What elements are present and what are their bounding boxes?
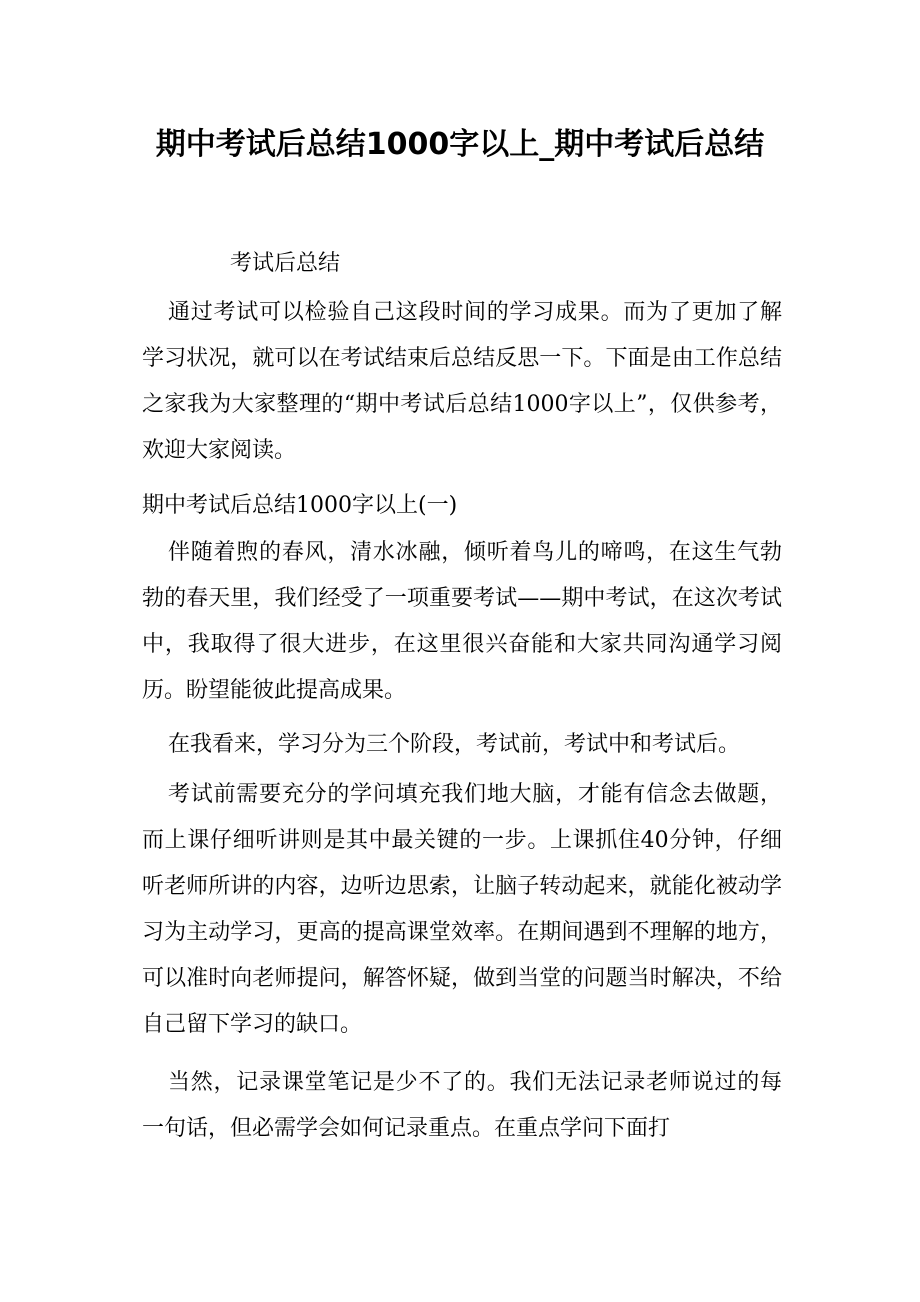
document-title: 期中考试后总结1000字以上_期中考试后总结 <box>155 127 765 162</box>
section-heading: 期中考试后总结1000字以上(一) <box>142 493 458 518</box>
body-paragraph-4: 当然，记录课堂笔记是少不了的。我们无法记录老师说过的每一句话，但必需学会如何记录重点。在重点学问下面打 <box>142 1070 782 1141</box>
body-paragraph-3: 考试前需要充分的学问填充我们地大脑，才能有信念去做题，而上课仔细听讲则是其中最关键的一步。上课抓住40分钟，仔细听老师所讲的内容，边听边思索，让脑子转动起来，就能化被动学习为主动学习，更高的提高课堂效率。在期间遇到不理解的地方，可以准时向老师提问，解答怀疑，做到当堂的问题当时解决，不给自己留下学习的缺口。 <box>142 782 782 1037</box>
intro-paragraph: 通过考试可以检验自己这段时间的学习成果。而为了更加了解学习状况，就可以在考试结束后总结反思一下。下面是由工作总结之家我为大家整理的“期中考试后总结1000字以上”，仅供参考，欢迎大家阅读。 <box>142 300 782 463</box>
body-paragraph-2: 在我看来，学习分为三个阶段，考试前，考试中和考试后。 <box>168 732 741 757</box>
document-subtitle: 考试后总结 <box>230 251 341 276</box>
body-paragraph-1: 伴随着煦的春风，清水冰融，倾听着鸟儿的啼鸣，在这生气勃勃的春天里，我们经受了一项重要考试——期中考试，在这次考试中，我取得了很大进步，在这里很兴奋能和大家共同沟通学习阅历。盼望能彼此提高成果。 <box>142 540 782 703</box>
